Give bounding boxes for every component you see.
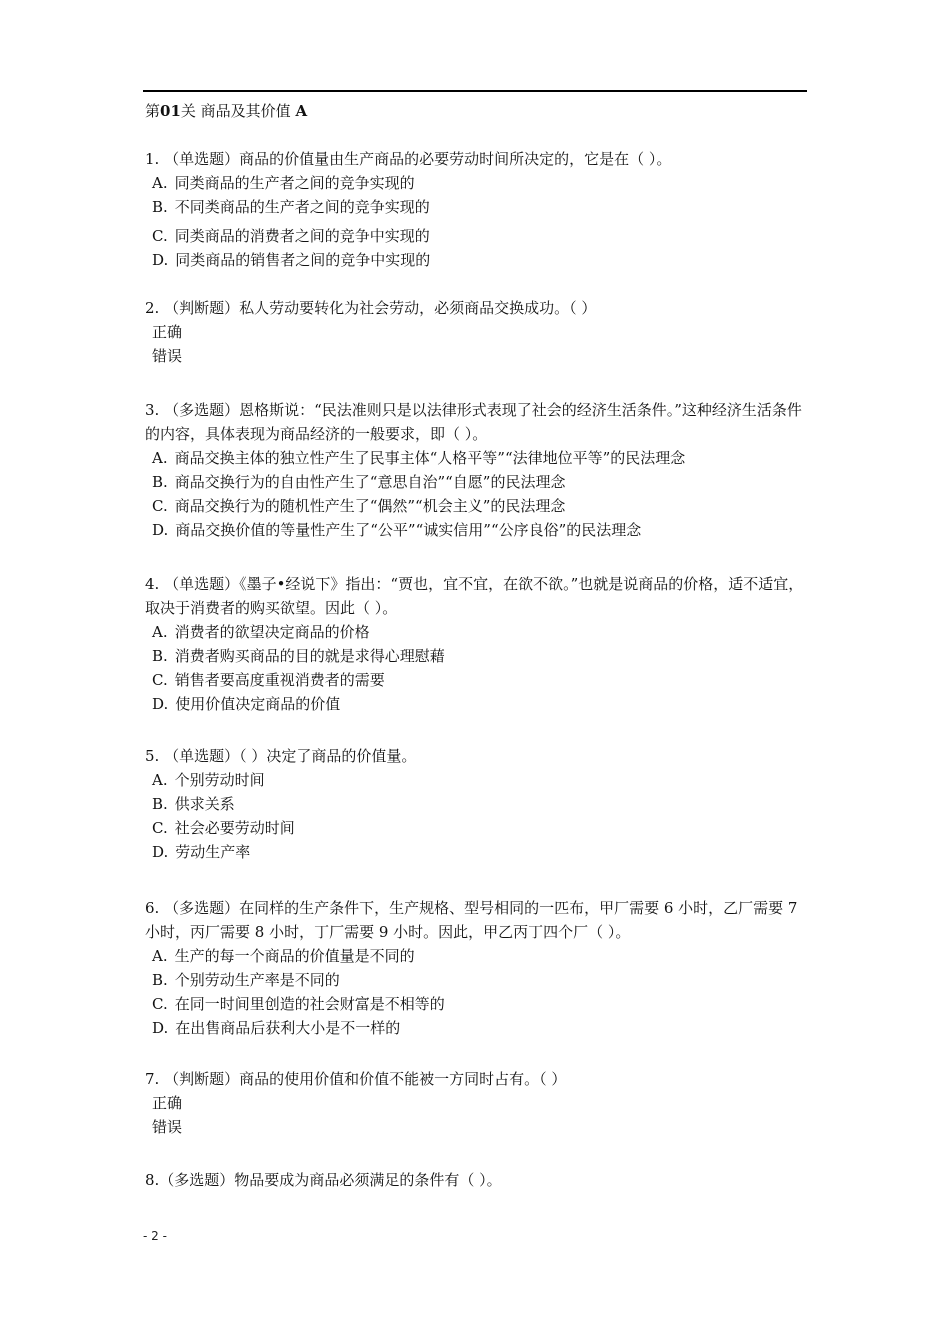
option-c[interactable]: C. 在同一时间里创造的社会财富是不相等的 [152, 995, 445, 1013]
title-number: 01 [160, 102, 181, 120]
title-suffix: A [295, 102, 308, 120]
question-stem: 5. （单选题）（ ）决定了商品的价值量。 [145, 747, 417, 765]
option-c[interactable]: C. 社会必要劳动时间 [152, 819, 295, 837]
option-c[interactable]: C. 销售者要高度重视消费者的需要 [152, 671, 385, 689]
question-stem: 2. （判断题）私人劳动要转化为社会劳动，必须商品交换成功。（ ） [145, 299, 597, 317]
question-stem: 3. （多选题）恩格斯说：“民法准则只是以法律形式表现了社会的经济生活条件。”这种经济生活条件的内容，具体表现为商品经济的一般要求，即（ ）。 [145, 401, 802, 443]
option-b[interactable]: B. 不同类商品的生产者之间的竞争实现的 [152, 198, 430, 216]
option-d[interactable]: D. 使用价值决定商品的价值 [152, 695, 341, 713]
title-prefix: 第 [145, 102, 161, 120]
question-1 [145, 147, 807, 272]
section-title [145, 101, 307, 121]
question-stem: 4. （单选题）《墨子•经说下》指出：“贾也，宜不宜，在欲不欲。”也就是说商品的价格，适不适宜，取决于消费者的购买欲望。因此（ ）。 [145, 575, 804, 617]
option-d[interactable]: D. 同类商品的销售者之间的竞争中实现的 [152, 251, 431, 269]
option-b[interactable]: B. 消费者购买商品的目的就是求得心理慰藉 [152, 647, 445, 665]
page-number: - 2 - [143, 1229, 167, 1243]
header-rule [143, 90, 807, 92]
option-d[interactable]: D. 劳动生产率 [152, 843, 251, 861]
question-4 [145, 572, 807, 716]
option-true[interactable]: 正确 [152, 1094, 183, 1112]
option-b[interactable]: B. 商品交换行为的自由性产生了“意思自治”“自愿”的民法理念 [152, 473, 566, 491]
option-false[interactable]: 错误 [152, 347, 183, 365]
option-b[interactable]: B. 个别劳动生产率是不同的 [152, 971, 340, 989]
option-a[interactable]: A. 消费者的欲望决定商品的价格 [152, 623, 370, 641]
option-d[interactable]: D. 商品交换价值的等量性产生了“公平”“诚实信用”“公序良俗”的民法理念 [152, 521, 642, 539]
question-stem: 1. （单选题）商品的价值量由生产商品的必要劳动时间所决定的，它是在（ ）。 [145, 150, 672, 168]
question-stem: 6. （多选题）在同样的生产条件下，生产规格、型号相同的一匹布，甲厂需要 6 小时，乙厂需要 7 小时，丙厂需要 8 小时，丁厂需要 9 小时。因此，甲乙丙丁四个厂（ ）。 [145, 899, 798, 941]
option-c[interactable]: C. 同类商品的消费者之间的竞争中实现的 [152, 227, 430, 245]
option-d[interactable]: D. 在出售商品后获利大小是不一样的 [152, 1019, 401, 1037]
question-6 [145, 896, 807, 1040]
option-false[interactable]: 错误 [152, 1118, 183, 1136]
option-c[interactable]: C. 商品交换行为的随机性产生了“偶然”“机会主义”的民法理念 [152, 497, 566, 515]
option-b[interactable]: B. 供求关系 [152, 795, 235, 813]
question-3 [145, 398, 807, 542]
title-text: 关 商品及其价值 [180, 102, 296, 120]
question-7 [145, 1067, 807, 1139]
option-a[interactable]: A. 同类商品的生产者之间的竞争实现的 [152, 174, 415, 192]
question-5 [145, 744, 807, 864]
question-stem: 8.（多选题）物品要成为商品必须满足的条件有（ ）。 [145, 1171, 502, 1189]
question-8 [145, 1168, 807, 1192]
question-2 [145, 296, 807, 368]
option-a[interactable]: A. 生产的每一个商品的价值量是不同的 [152, 947, 415, 965]
question-stem: 7. （判断题）商品的使用价值和价值不能被一方同时占有。（ ） [145, 1070, 567, 1088]
option-true[interactable]: 正确 [152, 323, 183, 341]
option-a[interactable]: A. 商品交换主体的独立性产生了民事主体“人格平等”“法律地位平等”的民法理念 [152, 449, 686, 467]
option-a[interactable]: A. 个别劳动时间 [152, 771, 265, 789]
